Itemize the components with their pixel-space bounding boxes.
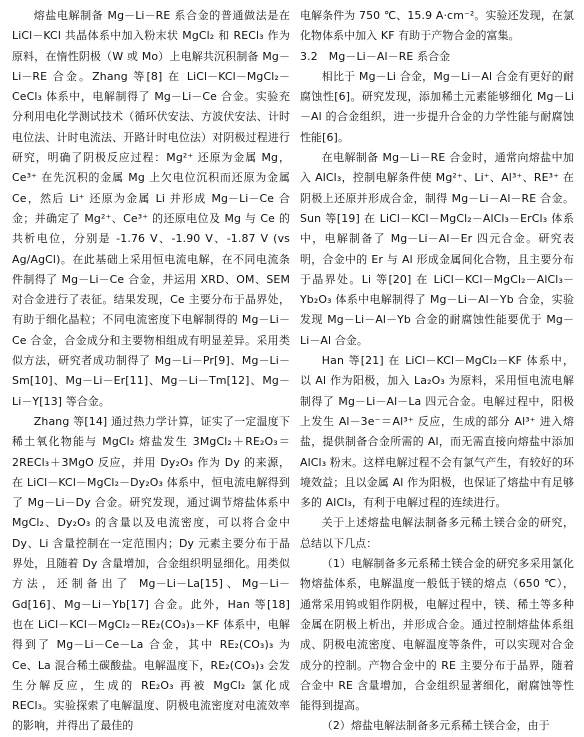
- paragraph-summary-point-1: （1）电解制备多元系稀土镁合金的研究多采用氯化物熔盐体系，电解温度一般低于镁的熔点（650 ℃），通常采用钨或钼作阴极，电解过程中，镁、稀土等多种金属在阴极上析出，并形成合金。通过控制熔盐体系组成、阴极电流密度、电解温度等条件，可以实现对合金成分的控制。产物合金中的 RE 主要分布于晶界，随着合金中 RE 含量增加，合金组织显著细化，耐腐蚀等性能得到提高。: [300, 557, 574, 713]
- paragraph-han-al-anode: Han 等[21] 在 LiCl－KCl－MgCl₂－KF 体系中，以 Al 作为阳极，加入 La₂O₃ 为原料，采用恒电流电解制得了 Mg－Li－Al－La 四元合金。电解过程中，阳极上发生 Al－3e⁻＝Al³⁺ 反应，生成的部分 Al³⁺ 进入熔盐，提供制备合金所需的 Al，而无需直接向熔盐中添加 AlCl₃ 粉末。这样电解过程不会有氯气产生，有较好的环境效益；且以金属 Al 作为阳极，也保证了熔盐中有足够多的 AlCl₃，有利于电解过程的连续进行。: [300, 354, 574, 510]
- paragraph-alcl3-method: 在电解制备 Mg－Li－RE 合金时，通常向熔盐中加入 AlCl₃，控制电解条件使 Mg²⁺、Li⁺、Al³⁺、RE³⁺ 在阴极上还原并形成合金，制得 Mg－Li－Al－RE 合金。Sun 等[19] 在 LiCl－KCl－MgCl₂－AlCl₃－ErCl₃ 体系中，电解制备了 Mg－Li－Al－Er 四元合金。研究表明，合金中的 Er 与 Al 形成金属间化合物，且主要分布于晶界处。Li 等[20] 在 LiCl－KCl－MgCl₂－AlCl₃－Yb₂O₃ 体系中电解制得了 Mg－Li－Al－Yb 合金，实验发现 Mg－Li－Al－Yb 合金的耐腐蚀性能要优于 Mg－Li－Al 合金。: [300, 151, 574, 347]
- right-column: [300, 6, 574, 737]
- paragraph-zhang-thermodynamics: Zhang 等[14] 通过热力学计算，证实了一定温度下稀土氧化物能与 MgCl₂ 熔盐发生 3MgCl₂＋RE₂O₃＝2RECl₃＋3MgO 反应，并用 Dy₂O₃ 作为 Dy 的来源，在 LiCl－KCl－MgCl₂－Dy₂O₃ 体系中，恒电流电解得到了 Mg－Li－Dy 合金。研究发现，通过调节熔盐体系中 MgCl₂、Dy₂O₃ 的含量以及电流密度，可以将合金中 Dy、Li 含量控制在一定范围内；Dy 元素主要分布于晶界处，且随着 Dy 含量增加，合金组织明显细化。用类似方法，还制备出了 Mg－Li－La[15]、Mg－Li－Gd[16]、Mg－Li－Yb[17] 合金。此外，Han 等[18] 也在 LiCl－KCl－MgCl₂－RE₂(CO₃)₃－KF 体系中，电解得到了 Mg－Li－Ce－La 合金，其中 RE₂(CO₃)₃ 为 Ce、La 混合稀土碳酸盐。电解温度下，RE₂(CO₃)₃ 会发生分解反应，生成的 RE₂O₃ 再被 MgCl₂ 氯化成 RECl₃。实验探索了电解温度、阴极电流密度对电流效率的影响，并得出了最佳的: [12, 414, 290, 733]
- paragraph-summary-point-2: （2）熔盐电解法制备多元系稀土镁合金，由于: [321, 719, 550, 733]
- paragraph-summary-intro: 关于上述熔盐电解法制备多元稀土镁合金的研究，总结以下几点：: [300, 516, 574, 550]
- section-heading-3-2: 3.2 Mg－Li－Al－RE 系合金: [300, 49, 451, 63]
- paragraph-mg-li-re-electrolysis: 熔盐电解制备 Mg－Li－RE 系合金的普通做法是在 LiCl－KCl 共晶体系中加入粉末状 MgCl₂ 和 RECl₃ 作为原料，在惰性阴极（W 或 Mo）上电解共沉积制备 Mg－Li－RE 合金。Zhang 等[8] 在 LiCl－KCl－MgCl₂－CeCl₃ 体系中，电解制得了 Mg－Li－Ce 合金。实验充分利用电化学测试技术（循环伏安法、方波伏安法、计时电位法、计时电流法、开路计时电位法）对阴极过程进行研究，明确了阴极反应过程：Mg²⁺ 还原为金属 Mg，Ce³⁺ 在先沉积的金属 Mg 上欠电位沉积而还原为金属 Ce，然后 Li⁺ 还原为金属 Li 并形成 Mg－Li－Ce 合金；并确定了 Mg²⁺、Ce³⁺ 的还原电位及 Mg 与 Ce 的共析电位，分别是 -1.76 V、-1.90 V、-1.87 V (vs Ag/AgCl)。在此基础上采用恒电流电解，在不同电流条件制得了 Mg－Li－Ce 合金，并运用 XRD、OM、SEM 对合金进行了表征。结果发现，Ce 主要分布于晶界处，有助于细化晶粒；不同电流密度下电解制得的 Mg－Li－Ce 合金，合金成分和主要物相组成有明显差异。采用类似方法，研究者成功制得了 Mg－Li－Pr[9]、Mg－Li－Sm[10]、Mg－Li－Er[11]、Mg－Li－Tm[12]、Mg－Li－Y[13] 等合金。: [12, 9, 290, 408]
- paragraph-continuation: 电解条件为 750 ℃、15.9 A·cm⁻²。实验还发现，在氯化物体系中加入 KF 有助于产物合金的富集。: [300, 9, 574, 43]
- paragraph-mg-li-al-intro: 相比于 Mg－Li 合金，Mg－Li－Al 合金有更好的耐腐蚀性[6]。研究发现，添加稀土元素能够细化 Mg－Li－Al 的合金组织，进一步提升合金的力学性能与耐腐蚀性能[6]。: [300, 69, 574, 144]
- left-column: [12, 6, 290, 737]
